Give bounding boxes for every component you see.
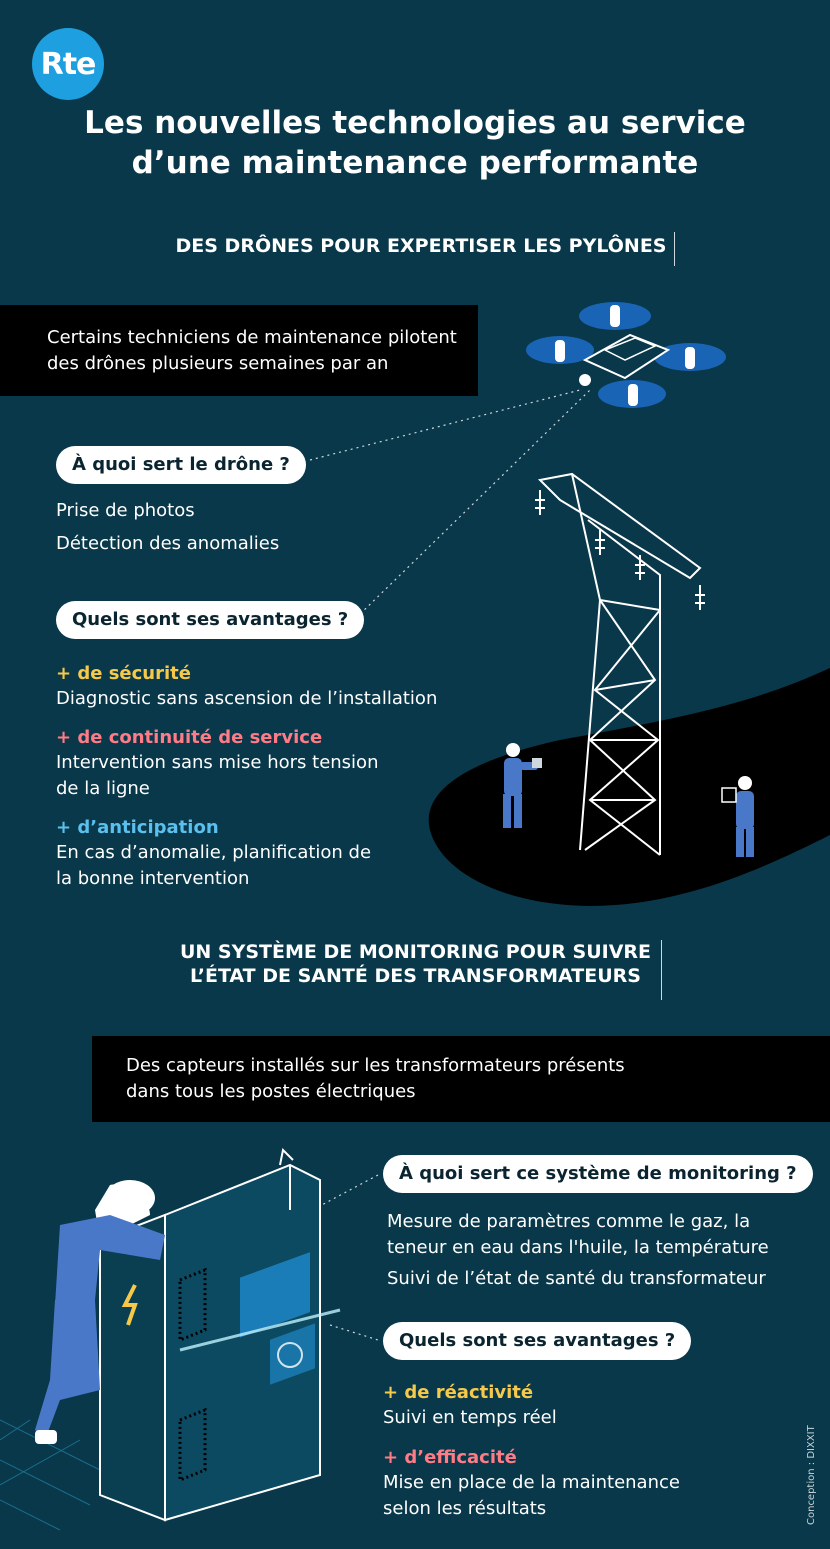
connector-line-4 bbox=[330, 1325, 378, 1340]
main-title-line-1: Les nouvelles technologies au service bbox=[0, 104, 830, 142]
question-monitoring-advantages: Quels sont ses avantages ? bbox=[383, 1322, 691, 1360]
question-drone-use: À quoi sert le drône ? bbox=[56, 446, 306, 484]
advantage-desc: Intervention sans mise hors tension de la ligne bbox=[56, 752, 379, 799]
monitoring-use-1: Mesure de paramètres comme le gaz, la teneur en eau dans l'huile, la température bbox=[387, 1211, 769, 1258]
advantage-title: + de continuité de service bbox=[56, 727, 323, 748]
advantage-desc: Diagnostic sans ascension de l’installation bbox=[56, 688, 438, 709]
logo-text: Rte bbox=[40, 46, 96, 82]
drones-intro-text: Certains techniciens de maintenance pilotent des drônes plusieurs semaines par an bbox=[47, 327, 457, 374]
connector-line-2 bbox=[356, 390, 590, 618]
connector-line-1 bbox=[310, 390, 580, 460]
drone-use-1: Prise de photos bbox=[56, 500, 195, 521]
monitoring-intro-text: Des capteurs installés sur les transformateurs présents dans tous les postes électriques bbox=[126, 1055, 625, 1102]
advantage-title: + de réactivité bbox=[383, 1382, 534, 1403]
question-monitoring-use: À quoi sert ce système de monitoring ? bbox=[383, 1155, 813, 1193]
advantage-title: + d’efficacité bbox=[383, 1447, 517, 1468]
credit-text: Conception : DIXXIT bbox=[806, 1425, 817, 1525]
main-title-line-2: d’une maintenance performante bbox=[0, 144, 830, 182]
connector-line-3 bbox=[318, 1175, 378, 1207]
monitoring-advantage-2 bbox=[383, 1446, 693, 1522]
monitoring-intro-box bbox=[92, 1036, 830, 1122]
section-title-monitoring bbox=[170, 940, 662, 1000]
question-drone-advantages: Quels sont ses avantages ? bbox=[56, 601, 364, 639]
section-title-drones: DES DRÔNES POUR EXPERTISER LES PYLÔNES bbox=[168, 232, 675, 266]
drone-use-2: Détection des anomalies bbox=[56, 533, 280, 554]
monitoring-use-2: Suivi de l’état de santé du transformateur bbox=[387, 1268, 766, 1289]
advantage-title: + d’anticipation bbox=[56, 817, 219, 838]
drone-illustration bbox=[526, 302, 726, 408]
advantage-desc: En cas d’anomalie, planification de la bonne intervention bbox=[56, 842, 372, 889]
advantage-title: + de sécurité bbox=[56, 663, 191, 684]
drone-advantage-2 bbox=[56, 726, 396, 802]
section-title-monitoring-line-1: UN SYSTÈME DE MONITORING POUR SUIVRE bbox=[179, 941, 652, 963]
drone-advantage-1 bbox=[56, 662, 476, 712]
drone-advantage-3 bbox=[56, 816, 386, 892]
advantage-desc: Suivi en temps réel bbox=[383, 1407, 557, 1428]
monitoring-advantage-1 bbox=[383, 1381, 783, 1431]
section-title-monitoring-line-2: L’ÉTAT DE SANTÉ DES TRANSFORMATEURS bbox=[190, 965, 641, 987]
transformer-illustration bbox=[0, 1150, 340, 1530]
advantage-desc: Mise en place de la maintenance selon les résultats bbox=[383, 1472, 680, 1519]
